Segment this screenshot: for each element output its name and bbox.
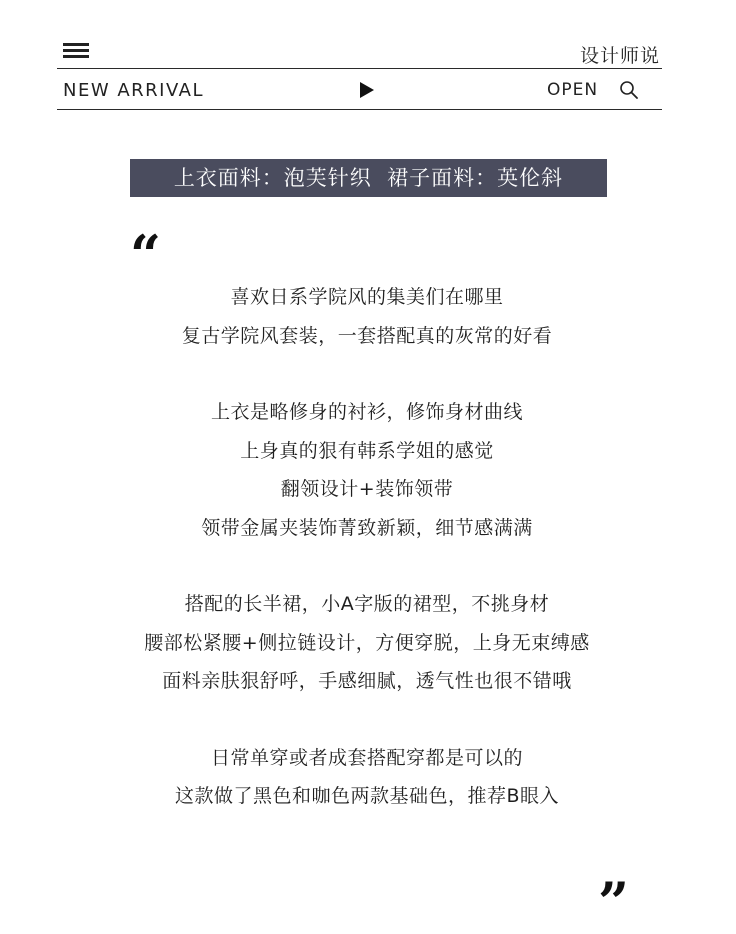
- description-line: 腰部松紧腰+侧拉链设计，方便穿脱，上身无束缚感: [144, 631, 590, 654]
- fabric-banner: 上衣面料：泡芙针织 裙子面料：英伦斜: [130, 159, 607, 197]
- description-line: 这款做了黑色和咖色两款基础色，推荐B眼入: [174, 785, 560, 807]
- description-line: 搭配的长半裙，小A字版的裙型，不挑身材: [184, 593, 550, 615]
- description-line: 复古学院风套装，一套搭配真的灰常的好看: [181, 324, 553, 347]
- description-line: 上衣是略修身的衬衫，修饰身材曲线: [210, 401, 523, 423]
- description-line: 翻领设计+装饰领带: [280, 478, 454, 500]
- description-paragraph: [57, 393, 677, 547]
- description-paragraph: [57, 739, 677, 816]
- description-paragraph: [57, 278, 677, 355]
- hamburger-menu-icon[interactable]: [63, 43, 89, 59]
- open-link[interactable]: OPEN: [547, 80, 599, 100]
- new-arrival-label: NEW ARRIVAL: [63, 80, 204, 101]
- description-line: 领带金属夹装饰菁致新颖，细节感满满: [201, 516, 533, 539]
- search-icon[interactable]: [619, 80, 639, 100]
- description-paragraph: [57, 585, 677, 701]
- play-icon[interactable]: [360, 82, 374, 98]
- nav-bar: [57, 69, 662, 110]
- description-line: 日常单穿或者成套搭配穿都是可以的: [210, 746, 523, 769]
- description-line: 上身真的狠有韩系学姐的感觉: [240, 439, 494, 462]
- description-line: 面料亲肤狠舒呼，手感细腻，透气性也很不错哦: [162, 670, 572, 692]
- close-quote-mark: ”: [598, 870, 626, 934]
- brand-title: 设计师说: [579, 45, 660, 67]
- top-bar: [57, 30, 662, 69]
- open-quote-mark: “: [130, 223, 158, 287]
- description-line: 喜欢日系学院风的集美们在哪里: [230, 286, 504, 308]
- product-description: [57, 278, 677, 854]
